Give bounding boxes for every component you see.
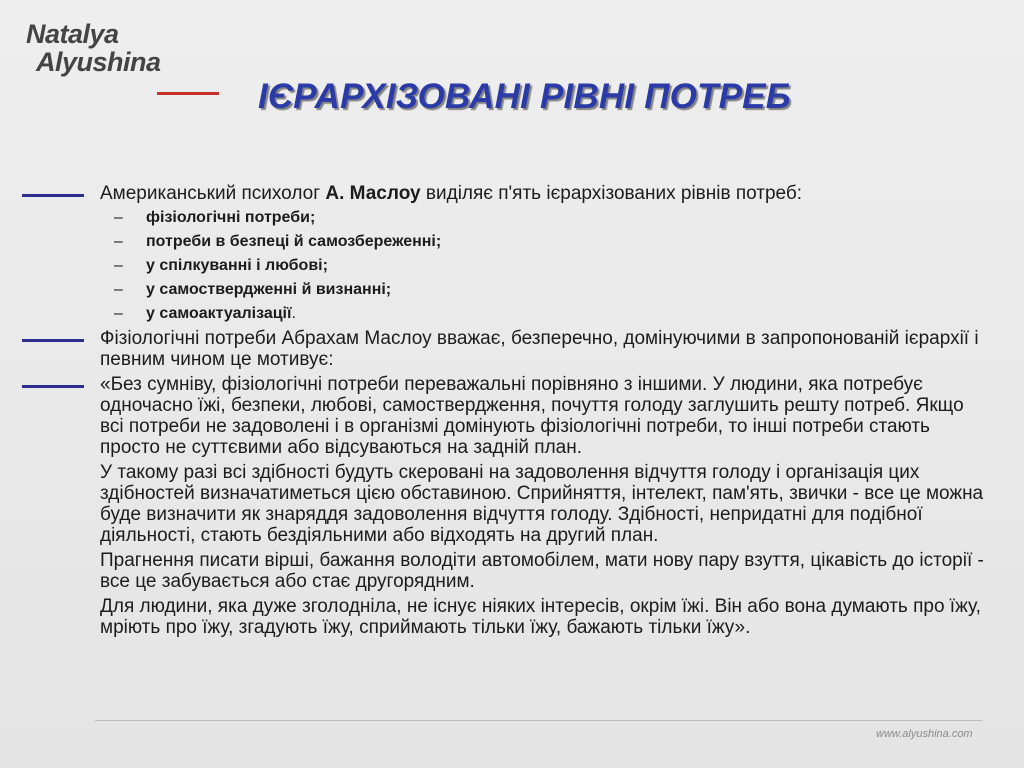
slide-title: ІЄРАРХІЗОВАНІ РІВНІ ПОТРЕБ	[258, 77, 791, 116]
intro-author-name: А. Маслоу	[325, 183, 421, 204]
quote-paragraph-3: Прагнення писати вірші, бажання володіти автомобілем, мати нову пару взуття, цікавість до історії - все це забувається або стає другорядним.	[100, 550, 984, 592]
dash-bullet: –	[114, 209, 123, 226]
motivation-paragraph	[100, 328, 992, 370]
list-item	[100, 256, 992, 275]
paragraph-marker	[22, 339, 84, 342]
intro-text-after: виділяє п'ять ієрархізованих рівнів потреб:	[420, 183, 803, 204]
dash-bullet: –	[114, 257, 123, 274]
list-item-text: у самоствердженні й визнанні;	[146, 281, 392, 298]
list-item-text: у спілкуванні і любові;	[146, 257, 328, 274]
list-item-text: фізіологічні потреби;	[146, 209, 316, 226]
list-item	[100, 208, 992, 227]
list-item-text: у самоактуалізації	[146, 305, 292, 322]
dash-bullet: –	[114, 281, 123, 298]
paragraph-marker	[22, 194, 84, 197]
quote-paragraph-2: У такому разі всі здібності будуть скеровані на задоволення відчуття голоду і організація цих здібностей визначатиметься цією обставиною. Сприйняття, інтелект, пам'ять, звички - все це можна буде визначити як знаряддя задоволення відчуття голоду. Здібності, непридатні для подібної діяльності, стають бездіяльними або відходять на другий план.	[100, 462, 984, 546]
dash-bullet: –	[114, 233, 123, 250]
logo-accent-rule	[157, 92, 219, 95]
motivation-text: Фізіологічні потреби Абрахам Маслоу вважає, безперечно, домінуючими в запропонованій ієрархії і певним чином це мотивує:	[100, 328, 979, 370]
list-item	[100, 232, 992, 251]
list-item	[100, 304, 992, 323]
logo-line-1: Natalya	[26, 19, 119, 49]
quote-paragraph	[100, 374, 992, 458]
intro-text-before: Американський психолог	[100, 183, 326, 204]
dash-bullet: –	[114, 305, 123, 322]
list-item	[100, 280, 992, 299]
intro-paragraph	[100, 183, 992, 204]
logo-line-2: Alyushina	[36, 47, 161, 77]
paragraph-marker	[22, 385, 84, 388]
list-item-suffix: .	[291, 305, 296, 322]
needs-list	[100, 208, 992, 323]
quote-paragraph-4: Для людини, яка дуже зголодніла, не існує ніяких інтересів, окрім їжі. Він або вона думають про їжу, мріють про їжу, згадують їжу, сприймають тільки їжу, бажають тільки їжу».	[100, 596, 981, 638]
slide-content	[100, 183, 992, 642]
logo	[26, 20, 161, 76]
quote-text-1: «Без сумніву, фізіологічні потреби переважальні порівняно з іншими. У людини, яка потребує одночасно їжі, безпеки, любові, самоствердження, почуття голоду заглушить решту потреб. Якщо всі потреби не задоволені і в організмі домінують фізіологічні потреби, то інші потреби стають просто не суттєвими або відсуваються на задній план.	[100, 374, 964, 458]
list-item-text: потреби в безпеці й самозбереженні;	[146, 233, 442, 250]
footer-website: www.alyushina.com	[876, 728, 973, 740]
footer-divider	[95, 720, 982, 721]
